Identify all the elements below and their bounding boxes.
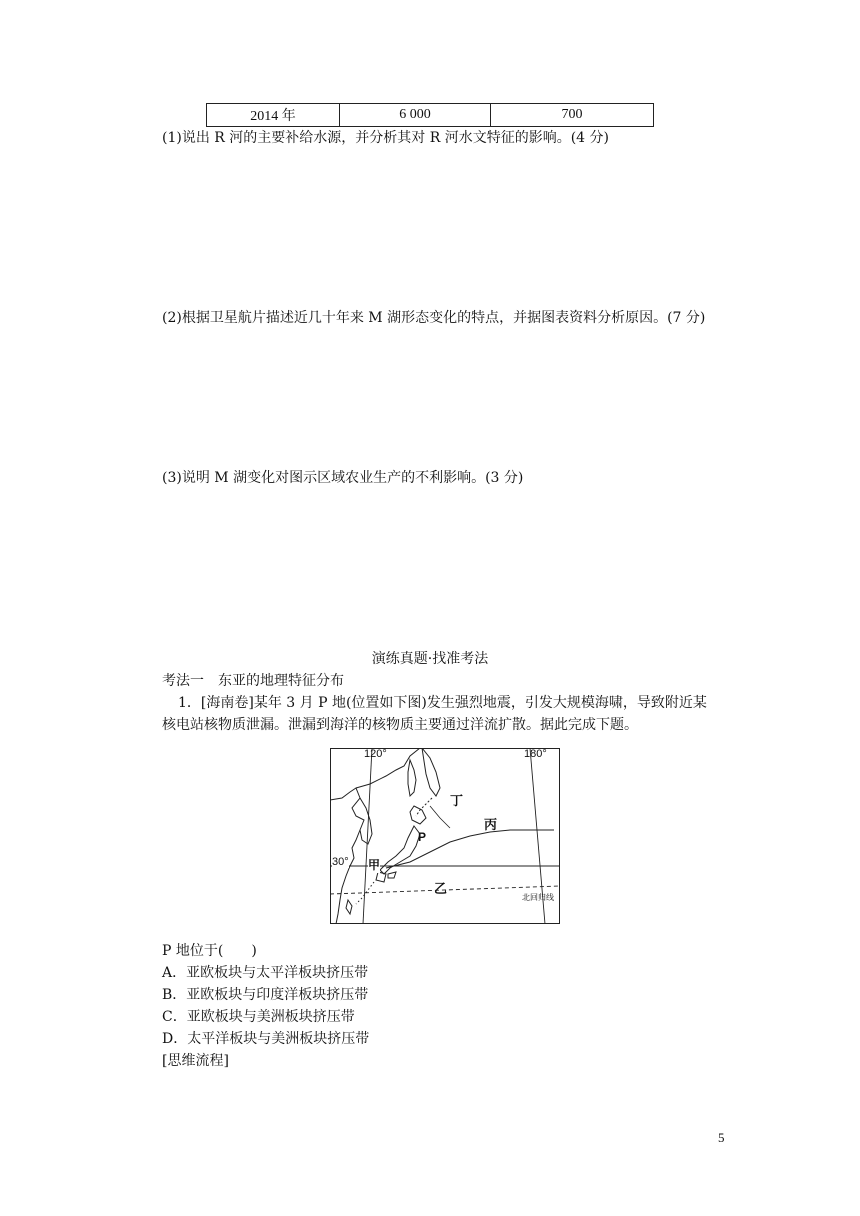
map-label-bing: 丙 <box>484 818 498 833</box>
map-label-ding: 丁 <box>450 794 464 809</box>
problem-text-line-2: 核电站核物质泄漏。泄漏到海洋的核物质主要通过洋流扩散。据此完成下题。 <box>162 717 638 733</box>
choice-a: A．亚欧板块与太平洋板块挤压带 <box>162 965 369 981</box>
thinking-flow-label: [思维流程] <box>162 1053 229 1069</box>
map-label-yi: 乙 <box>434 882 448 897</box>
table-cell: 6 000 <box>340 104 491 127</box>
choice-c: C．亚欧板块与美洲板块挤压带 <box>162 1009 355 1025</box>
question-1: (1)说出 R 河的主要补给水源，并分析其对 R 河水文特征的影响。(4 分) <box>162 130 609 146</box>
map-lat-30-label: 30° <box>332 856 349 868</box>
question-3: (3)说明 M 湖变化对图示区域农业生产的不利影响。(3 分) <box>162 470 524 486</box>
table-cell: 2014 年 <box>207 104 340 127</box>
table-cell: 700 <box>491 104 654 127</box>
page-number: 5 <box>718 1130 725 1145</box>
map-label-jia: 甲 <box>368 858 381 872</box>
map-lon-180-label: 180° <box>524 748 547 760</box>
map-label-p: P <box>418 830 427 844</box>
east-asia-map <box>330 748 560 924</box>
problem-text-line-1: 1．[海南卷]某年 3 月 P 地(位置如下图)发生强烈地震，引发大规模海啸，导致附近某 <box>178 695 707 711</box>
data-table <box>206 103 654 127</box>
choice-d: D．太平洋板块与美洲板块挤压带 <box>162 1031 370 1047</box>
section-title: 演练真题·找准考法 <box>371 651 489 667</box>
choice-stem: P 地位于( ) <box>162 943 257 959</box>
map-label-tropic: 北回归线 <box>522 893 554 902</box>
question-2: (2)根据卫星航片描述近几十年来 M 湖形态变化的特点，并据图表资料分析原因。(7 分) <box>162 310 706 326</box>
table-row <box>207 104 654 127</box>
map-lon-120-label: 120° <box>364 748 387 760</box>
section-subtitle: 考法一 东亚的地理特征分布 <box>162 673 344 689</box>
choice-b: B．亚欧板块与印度洋板块挤压带 <box>162 987 369 1003</box>
